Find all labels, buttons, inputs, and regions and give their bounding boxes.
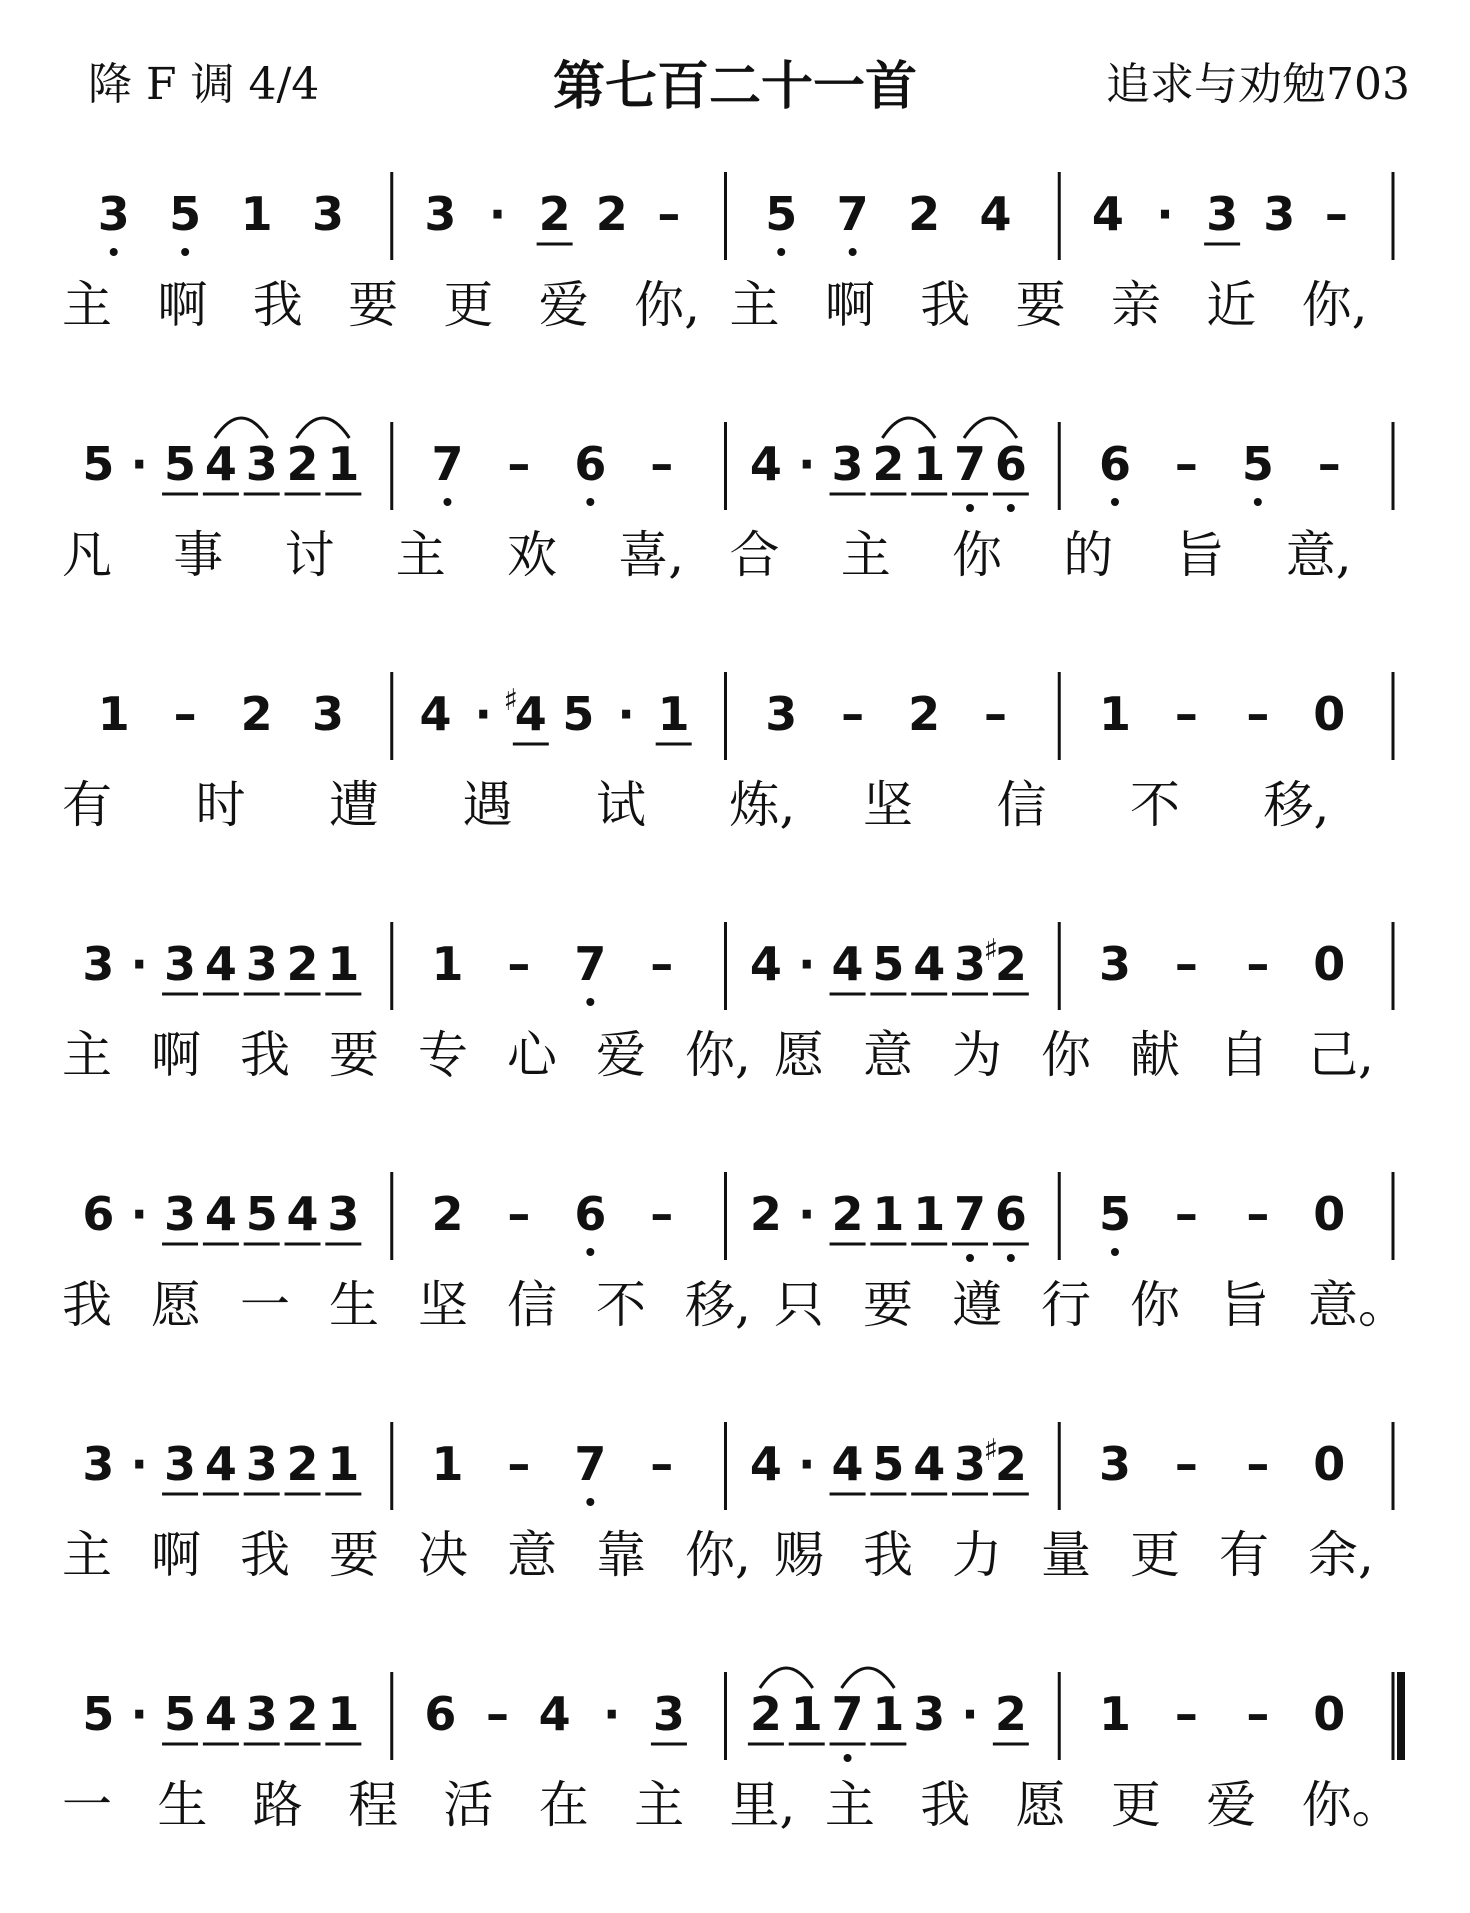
note: 4	[538, 1687, 571, 1741]
score-system	[62, 1172, 1408, 1334]
lyric-syllable: 愿	[774, 1026, 824, 1084]
lyric-syllable: 献	[1130, 1026, 1180, 1084]
lyric-syllable: 我	[240, 1526, 290, 1584]
note: 1	[1098, 687, 1131, 741]
lyric-syllable: 意,	[1285, 526, 1352, 584]
low-octave-dot	[443, 498, 451, 506]
note: 1	[431, 1437, 464, 1491]
note: 4	[831, 937, 864, 991]
lyric-syllable: 近	[1206, 276, 1257, 334]
note: 5	[164, 1687, 197, 1741]
note: 3	[245, 1687, 278, 1741]
note: 6	[82, 1187, 115, 1241]
lyric-syllable: 赐	[774, 1526, 824, 1584]
note: 0	[1313, 1437, 1346, 1491]
dot: ·	[797, 437, 816, 491]
note: 1	[327, 437, 360, 491]
lyric-syllable: 旨	[1174, 526, 1225, 584]
lyric-syllable: 里,	[729, 1776, 796, 1834]
low-octave-dot	[586, 998, 594, 1006]
lyric-syllable: 有	[62, 776, 112, 834]
note: 0	[1313, 937, 1346, 991]
lyric-syllable: 坚	[863, 776, 913, 834]
note: 7	[574, 937, 607, 991]
dash: –	[173, 687, 197, 741]
dash: –	[1246, 687, 1270, 741]
dot: ·	[130, 437, 148, 491]
note: 3	[245, 1437, 278, 1491]
lyric-syllable: 亲	[1110, 276, 1161, 334]
low-octave-dot	[181, 248, 189, 256]
note: 4	[419, 687, 452, 741]
dash: –	[1324, 187, 1348, 241]
lyric-syllable: 生	[329, 1276, 379, 1334]
note: 5	[1098, 1187, 1131, 1241]
dot: ·	[130, 937, 148, 991]
note: 4	[831, 1437, 864, 1491]
note: 3	[765, 687, 798, 741]
lyric-syllable: 啊	[824, 276, 875, 334]
note: 3	[954, 937, 987, 991]
note: 7	[431, 437, 464, 491]
note: 3	[1098, 1437, 1131, 1491]
score-system	[62, 672, 1393, 834]
slur	[882, 418, 935, 438]
lyric-syllable: 信	[996, 776, 1047, 834]
lyric-syllable: 己,	[1308, 1026, 1374, 1084]
lyric-syllable: 主	[62, 276, 112, 334]
note: 1	[657, 687, 690, 741]
note: 2	[749, 1687, 782, 1741]
note: 4	[749, 937, 782, 991]
dash: –	[507, 937, 531, 991]
lyric-syllable: 事	[173, 526, 224, 584]
lyric-syllable: 移,	[1263, 776, 1330, 834]
dash: –	[1246, 937, 1270, 991]
lyric-syllable: 时	[195, 776, 246, 834]
note: 5	[82, 437, 115, 491]
lyric-syllable: 你,	[685, 1526, 751, 1584]
note: 4	[204, 1687, 237, 1741]
note: 3	[82, 937, 115, 991]
lyric-syllable: 喜,	[618, 526, 685, 584]
note: 2	[286, 437, 319, 491]
lyric-syllable: 主	[840, 526, 891, 584]
note: 4	[913, 937, 946, 991]
dash: –	[1174, 437, 1198, 491]
lyric-syllable: 一	[62, 1776, 112, 1834]
dot: ·	[797, 1437, 816, 1491]
lyric-syllable: 爱	[1206, 1776, 1257, 1834]
dot: ·	[130, 1437, 148, 1491]
note: 1	[327, 937, 360, 991]
slur	[215, 418, 268, 438]
note: 5	[1241, 437, 1274, 491]
dash: –	[507, 1187, 531, 1241]
lyric-syllable: 遇	[462, 776, 513, 834]
note: 0	[1313, 1687, 1346, 1741]
note: 7	[954, 437, 987, 491]
note: 3	[652, 1687, 685, 1741]
dash: –	[507, 437, 531, 491]
lyric-syllable: 你	[1130, 1276, 1180, 1334]
note: 4	[979, 187, 1012, 241]
note: 2	[994, 1687, 1027, 1741]
note: 2	[538, 187, 571, 241]
low-octave-dot	[1111, 498, 1119, 506]
score-system	[62, 1668, 1402, 1834]
lyric-syllable: 合	[729, 526, 780, 584]
dot: ·	[1156, 187, 1174, 241]
lyric-syllable: 生	[157, 1776, 208, 1834]
lyric-syllable: 我	[62, 1276, 112, 1334]
lyric-syllable: 移,	[685, 1276, 751, 1334]
lyric-syllable: 只	[774, 1276, 824, 1334]
dash: –	[1246, 1437, 1270, 1491]
note: 6	[1098, 437, 1131, 491]
note: 1	[872, 1687, 905, 1741]
lyric-syllable: 要	[329, 1026, 379, 1084]
score-system	[62, 922, 1393, 1084]
dot: ·	[797, 937, 816, 991]
note: 2	[431, 1187, 464, 1241]
note: 7	[954, 1187, 987, 1241]
note: 4	[749, 437, 782, 491]
score-system	[62, 418, 1393, 584]
dash: –	[984, 687, 1008, 741]
dash: –	[1317, 437, 1341, 491]
lyric-syllable: 你	[1041, 1026, 1091, 1084]
note: 7	[836, 187, 869, 241]
note: 5	[245, 1187, 278, 1241]
lyric-syllable: 要	[1015, 276, 1066, 334]
note: 7	[574, 1437, 607, 1491]
lyric-syllable: 更	[1130, 1526, 1180, 1584]
note: 5	[765, 187, 798, 241]
note: 3	[312, 687, 345, 741]
note: 6	[574, 437, 607, 491]
sharp-sign: ♯	[983, 933, 999, 968]
note: 4	[204, 1187, 237, 1241]
low-octave-dot	[586, 498, 594, 506]
note: 3	[82, 1437, 115, 1491]
note: 5	[169, 187, 202, 241]
low-octave-dot	[586, 1498, 594, 1506]
lyric-syllable: 主	[634, 1776, 685, 1834]
dot: ·	[488, 187, 507, 241]
lyric-syllable: 遵	[952, 1276, 1002, 1334]
note: 5	[872, 1437, 905, 1491]
slur	[964, 418, 1017, 438]
lyric-syllable: 凡	[62, 526, 112, 584]
note: 3	[954, 1437, 987, 1491]
note: 1	[872, 1187, 905, 1241]
lyric-syllable: 程	[348, 1776, 399, 1834]
lyric-syllable: 坚	[418, 1276, 468, 1334]
hymn-title: 第七百二十一首	[552, 56, 917, 117]
note: 4	[749, 1437, 782, 1491]
note: 7	[831, 1687, 864, 1741]
slur	[297, 418, 350, 438]
note: 2	[286, 1437, 319, 1491]
note: 2	[240, 687, 273, 741]
note: 2	[872, 437, 905, 491]
lyric-syllable: 意	[863, 1026, 913, 1084]
dash: –	[657, 187, 681, 241]
dash: –	[1246, 1687, 1270, 1741]
note: 5	[82, 1687, 115, 1741]
note: 1	[327, 1687, 360, 1741]
lyric-syllable: 旨	[1219, 1276, 1269, 1334]
note: 6	[424, 1687, 457, 1741]
lyric-syllable: 愿	[1015, 1776, 1066, 1834]
lyric-syllable: 自	[1219, 1026, 1269, 1084]
dash: –	[1174, 937, 1198, 991]
note: 5	[562, 687, 595, 741]
lyric-syllable: 要	[863, 1276, 913, 1334]
note: 3	[1263, 187, 1296, 241]
low-octave-dot	[586, 1248, 594, 1256]
low-octave-dot	[966, 504, 974, 512]
dot: ·	[961, 1687, 979, 1741]
low-octave-dot	[966, 1254, 974, 1262]
lyric-syllable: 余,	[1308, 1526, 1374, 1584]
note: 2	[286, 1687, 319, 1741]
dash: –	[841, 687, 865, 741]
lyric-syllable: 量	[1041, 1526, 1091, 1584]
lyric-syllable: 活	[443, 1776, 494, 1834]
dash: –	[1174, 1437, 1198, 1491]
note: 4	[204, 937, 237, 991]
key-signature: 降 F 调 4/4	[88, 59, 320, 110]
lyric-syllable: 你	[952, 526, 1002, 584]
lyric-syllable: 愿	[151, 1276, 201, 1334]
dash: –	[507, 1437, 531, 1491]
lyric-syllable: 在	[538, 1776, 589, 1834]
lyric-syllable: 主	[824, 1776, 875, 1834]
note: 3	[831, 437, 864, 491]
lyric-syllable: 啊	[151, 1026, 201, 1084]
low-octave-dot	[110, 248, 118, 256]
note: 3	[312, 187, 345, 241]
note: 4	[1091, 187, 1124, 241]
lyric-syllable: 遭	[329, 776, 379, 834]
dash: –	[650, 1187, 674, 1241]
note: 1	[1098, 1687, 1131, 1741]
slur	[760, 1668, 813, 1688]
note: 1	[913, 437, 946, 491]
lyric-syllable: 主	[62, 1526, 112, 1584]
score-system	[62, 1422, 1393, 1584]
lyric-syllable: 我	[240, 1026, 290, 1084]
lyric-syllable: 要	[348, 276, 399, 334]
note: 3	[424, 187, 457, 241]
note: 3	[97, 187, 130, 241]
note: 3	[164, 1187, 197, 1241]
lyric-syllable: 专	[418, 1026, 468, 1084]
lyric-syllable: 我	[252, 276, 303, 334]
lyric-syllable: 有	[1219, 1526, 1269, 1584]
lyric-syllable: 讨	[284, 526, 335, 584]
note: 6	[574, 1187, 607, 1241]
low-octave-dot	[849, 248, 857, 256]
lyric-syllable: 主	[729, 276, 780, 334]
note: 4	[913, 1437, 946, 1491]
dash: –	[1246, 1187, 1270, 1241]
note: 3	[164, 1437, 197, 1491]
low-octave-dot	[1111, 1248, 1119, 1256]
note: 3	[164, 937, 197, 991]
lyric-syllable: 我	[920, 1776, 971, 1834]
low-octave-dot	[777, 248, 785, 256]
dot: ·	[603, 1687, 621, 1741]
note: 3	[1206, 187, 1239, 241]
note: 2	[831, 1187, 864, 1241]
lyric-syllable: 信	[507, 1276, 557, 1334]
note: 6	[994, 1187, 1027, 1241]
lyric-syllable: 炼,	[729, 776, 796, 834]
note: 1	[240, 187, 273, 241]
dash: –	[650, 937, 674, 991]
note: 2	[286, 937, 319, 991]
dot: ·	[130, 1687, 148, 1741]
note: 0	[1313, 1187, 1346, 1241]
note: 3	[327, 1187, 360, 1241]
note: 3	[245, 937, 278, 991]
lyric-syllable: 不	[596, 1276, 646, 1334]
note: 6	[994, 437, 1027, 491]
low-octave-dot	[1007, 1254, 1015, 1262]
lyric-syllable: 啊	[157, 276, 208, 334]
score-system	[62, 172, 1393, 334]
dash: –	[1174, 687, 1198, 741]
slur	[842, 1668, 895, 1688]
lyric-syllable: 的	[1063, 526, 1114, 584]
dot: ·	[797, 1187, 816, 1241]
low-octave-dot	[1254, 498, 1262, 506]
lyric-syllable: 你,	[1301, 276, 1368, 334]
note: 1	[913, 1187, 946, 1241]
note: 0	[1313, 687, 1346, 741]
note: 1	[790, 1687, 823, 1741]
dash: –	[650, 437, 674, 491]
sharp-sign: ♯	[503, 683, 519, 718]
lyric-syllable: 行	[1041, 1276, 1091, 1334]
hymn-book-reference: 追求与劝勉703	[1106, 59, 1410, 110]
lyric-syllable: 靠	[596, 1526, 646, 1584]
note: 4	[286, 1187, 319, 1241]
lyric-syllable: 爱	[596, 1026, 646, 1084]
note: 3	[1098, 937, 1131, 991]
note: 2	[994, 1437, 1027, 1491]
note: 2	[994, 937, 1027, 991]
lyric-syllable: 心	[507, 1026, 557, 1084]
note: 4	[204, 1437, 237, 1491]
dot: ·	[617, 687, 635, 741]
lyric-syllable: 主	[395, 526, 446, 584]
lyric-syllable: 主	[62, 1026, 112, 1084]
lyric-syllable: 你,	[634, 276, 701, 334]
lyric-syllable: 一	[240, 1276, 290, 1334]
lyric-syllable: 力	[952, 1526, 1002, 1584]
lyric-syllable: 你。	[1301, 1776, 1402, 1834]
note: 5	[872, 937, 905, 991]
lyric-syllable: 你,	[685, 1026, 751, 1084]
note: 3	[245, 437, 278, 491]
dash: –	[650, 1437, 674, 1491]
lyric-syllable: 决	[418, 1526, 468, 1584]
low-octave-dot	[844, 1754, 852, 1762]
lyric-syllable: 要	[329, 1526, 379, 1584]
note: 1	[327, 1437, 360, 1491]
dash: –	[1174, 1187, 1198, 1241]
lyric-syllable: 为	[952, 1026, 1002, 1084]
lyric-syllable: 啊	[151, 1526, 201, 1584]
lyric-syllable: 意。	[1308, 1276, 1408, 1334]
dash: –	[1174, 1687, 1198, 1741]
note: 1	[431, 937, 464, 991]
note: 1	[97, 687, 130, 741]
lyric-syllable: 不	[1130, 776, 1180, 834]
note: 2	[595, 187, 628, 241]
lyric-syllable: 意	[507, 1526, 557, 1584]
note: 5	[164, 437, 197, 491]
lyric-syllable: 路	[252, 1776, 303, 1834]
lyric-syllable: 爱	[538, 276, 589, 334]
low-octave-dot	[1007, 504, 1015, 512]
lyric-syllable: 我	[920, 276, 971, 334]
lyric-syllable: 欢	[507, 526, 557, 584]
lyric-syllable: 我	[863, 1526, 913, 1584]
dash: –	[485, 1687, 509, 1741]
note: 4	[514, 687, 547, 741]
sharp-sign: ♯	[983, 1433, 999, 1468]
note: 4	[204, 437, 237, 491]
note: 2	[908, 187, 941, 241]
lyric-syllable: 更	[443, 276, 494, 334]
note: 2	[749, 1187, 782, 1241]
lyric-syllable: 试	[596, 776, 646, 834]
dot: ·	[130, 1187, 148, 1241]
note: 3	[913, 1687, 946, 1741]
dot: ·	[474, 687, 492, 741]
lyric-syllable: 更	[1110, 1776, 1161, 1834]
note: 2	[908, 687, 941, 741]
